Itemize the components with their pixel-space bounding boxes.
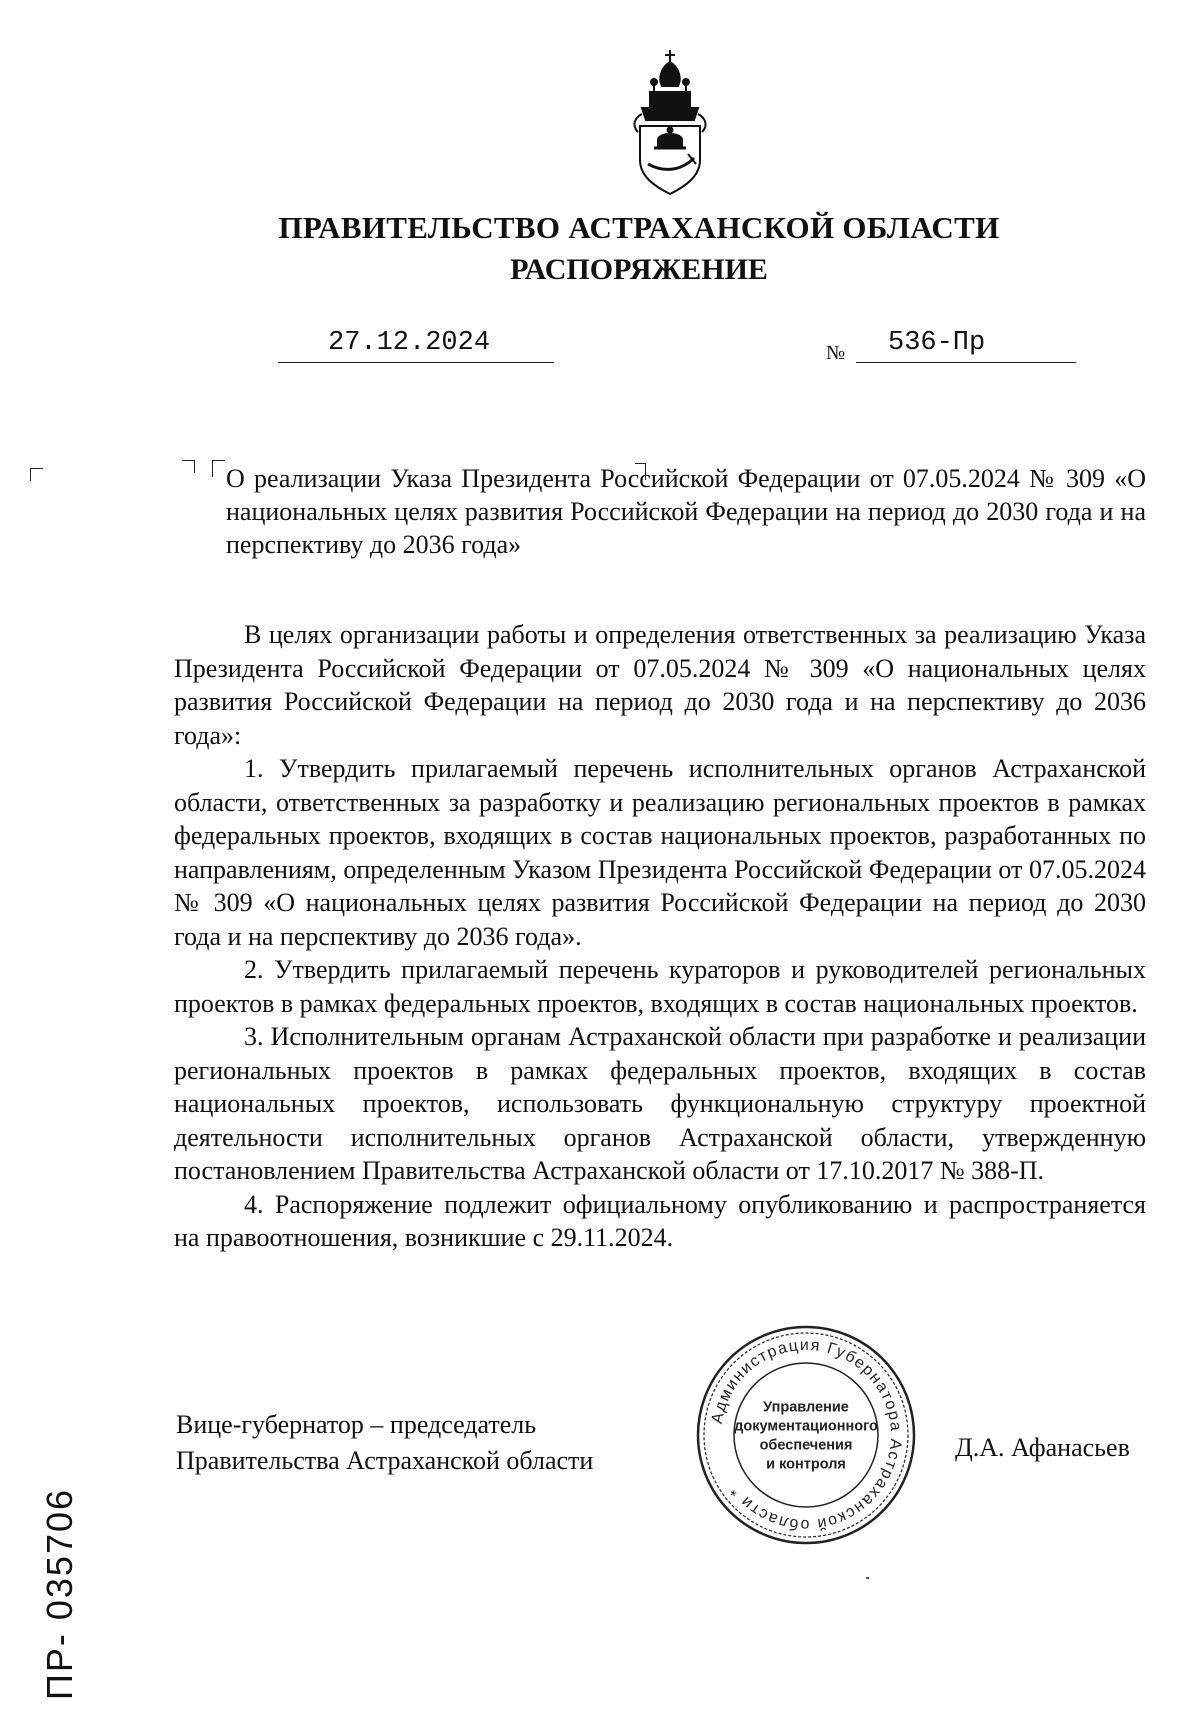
subject-corner-mark-left (182, 460, 195, 473)
signer-name: Д.А. Афанасьев (955, 1433, 1130, 1462)
coat-of-arms-emblem (628, 48, 712, 198)
number-underline (856, 362, 1076, 363)
document-number: 536-Пр (888, 328, 986, 358)
official-seal (693, 1322, 919, 1548)
item-paragraph-1: 1. Утвердить прилагаемый перечень исполнительных органов Астраханской области, ответственных за разработку и реализацию региональных проектов в рамках федеральных проектов, входящих в состав национальных проектов, разработанных по направлениям, определенным Указом Президента Российской Федерации от 07.05.2024 № 309 «О национальных целях развития Российской Федерации на период до 2030 года и на перспективу до 2036 года». (174, 754, 1146, 951)
document-type: РАСПОРЯЖЕНИЕ (510, 253, 768, 286)
document-subject: О реализации Указа Президента Российской Федерации от 07.05.2024 № 309 «О национальных целях развития Российской Федерации на период до 2030 года и на перспективу до 2036 года» (226, 464, 1146, 559)
seal-center-line: Управление (763, 1399, 849, 1416)
signer-position (176, 1407, 593, 1479)
subject-corner-mark-right (212, 460, 225, 477)
government-title: ПРАВИТЕЛЬСТВО АСТРАХАНСКОЙ ОБЛАСТИ (278, 210, 1000, 245)
svg-text:Администрация Губернатора Астр: Администрация Губернатора Астраханской области * (708, 1336, 905, 1534)
date-underline (278, 362, 554, 363)
svg-text:ПР- 035706: ПР- 035706 (39, 1487, 80, 1700)
signer-position-line1: Вице-губернатор – председатель (176, 1410, 537, 1439)
seal-center-line: и контроля (766, 1456, 846, 1473)
margin-corner-mark (30, 468, 43, 481)
document-body (174, 618, 1146, 1255)
preamble-paragraph: В целях организации работы и определения ответственных за реализацию Указа Президента Российской Федерации от 07.05.2024 № 309 «О национальных целях развития Российской Федерации на период до 2030 года и на перспективу до 2036 года»: (174, 620, 1146, 750)
item-paragraph-3: 3. Исполнительным органам Астраханской области при разработке и реализации региональных проектов в рамках федеральных проектов, входящих в состав национальных проектов, использовать функциональную структуру проектной деятельности исполнительных органов Астраханской области, утвержденную постановлением Правительства Астраханской области от 17.10.2017 № 388-П. (174, 1022, 1146, 1185)
seal-center-line: документационного (734, 1418, 878, 1435)
registration-number (22, 1400, 92, 1700)
document-date: 27.12.2024 (328, 328, 491, 358)
seal-center-line: обеспечения (759, 1437, 853, 1454)
number-sign: № (826, 342, 846, 364)
item-paragraph-4: 4. Распоряжение подлежит официальному опубликованию и распространяется на правоотношения, возникшие с 29.11.2024. (174, 1189, 1146, 1252)
signer-position-line2: Правительства Астраханской области (176, 1446, 594, 1475)
item-paragraph-2: 2. Утвердить прилагаемый перечень кураторов и руководителей региональных проектов в рамках федеральных проектов, входящих в состав национальных проектов. (174, 955, 1146, 1018)
scan-speck (866, 1577, 869, 1579)
